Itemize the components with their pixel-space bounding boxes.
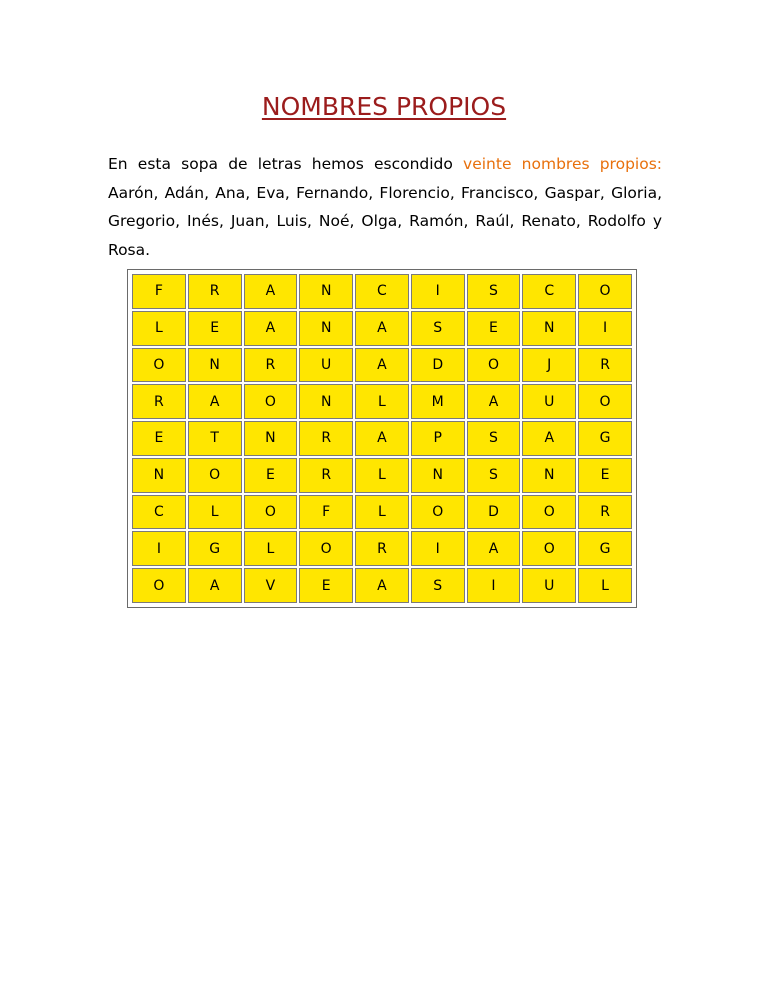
grid-cell: O [132, 348, 186, 383]
grid-cell: O [578, 384, 632, 419]
grid-cell: L [355, 495, 409, 530]
grid-cell: R [132, 384, 186, 419]
grid-cell: U [299, 348, 353, 383]
grid-cell: D [411, 348, 465, 383]
grid-cell: G [188, 531, 242, 566]
grid-cell: C [355, 274, 409, 309]
grid-cell: O [188, 458, 242, 493]
grid-cell: G [578, 421, 632, 456]
grid-cell: F [299, 495, 353, 530]
grid-row [132, 274, 632, 309]
grid-cell: O [132, 568, 186, 603]
grid-cell: N [522, 311, 576, 346]
grid-cell: P [411, 421, 465, 456]
grid-cell: E [299, 568, 353, 603]
grid-cell: N [299, 311, 353, 346]
grid-cell: L [188, 495, 242, 530]
grid-row [132, 311, 632, 346]
grid-cell: O [522, 531, 576, 566]
grid-cell: S [411, 311, 465, 346]
grid-cell: N [299, 274, 353, 309]
grid-cell: N [244, 421, 298, 456]
grid-cell: U [522, 384, 576, 419]
grid-cell: L [355, 458, 409, 493]
grid-cell: L [132, 311, 186, 346]
grid-cell: E [244, 458, 298, 493]
grid-cell: G [578, 531, 632, 566]
grid-cell: S [467, 421, 521, 456]
grid-cell: O [299, 531, 353, 566]
intro-paragraph [108, 150, 662, 264]
grid-cell: A [188, 384, 242, 419]
grid-cell: I [132, 531, 186, 566]
grid-cell: R [578, 495, 632, 530]
grid-cell: L [355, 384, 409, 419]
grid-cell: E [132, 421, 186, 456]
grid-cell: E [578, 458, 632, 493]
grid-cell: F [132, 274, 186, 309]
grid-cell: U [522, 568, 576, 603]
grid-cell: O [467, 348, 521, 383]
grid-cell: O [244, 384, 298, 419]
grid-cell: N [299, 384, 353, 419]
grid-cell: A [355, 311, 409, 346]
grid-cell: A [188, 568, 242, 603]
grid-cell: A [355, 421, 409, 456]
intro-name-list: Aarón, Adán, Ana, Eva, Fernando, Florencio, Francisco, Gaspar, Gloria, Gregorio, Inés, Juan, Luis, Noé, Olga, Ramón, Raúl, Renato, Rodolfo y Rosa. [108, 183, 662, 259]
grid-cell: O [411, 495, 465, 530]
grid-cell: S [467, 274, 521, 309]
grid-cell: I [467, 568, 521, 603]
grid-cell: V [244, 568, 298, 603]
grid-row [132, 495, 632, 530]
grid-cell: M [411, 384, 465, 419]
grid-cell: A [244, 311, 298, 346]
grid-cell: A [355, 568, 409, 603]
word-search-body [132, 274, 632, 603]
intro-text-start: En esta sopa de letras hemos escondido [108, 155, 464, 173]
grid-cell: O [578, 274, 632, 309]
grid-cell: A [522, 421, 576, 456]
grid-cell: L [244, 531, 298, 566]
grid-row [132, 531, 632, 566]
word-search-grid [130, 272, 634, 605]
grid-cell: I [578, 311, 632, 346]
grid-cell: C [132, 495, 186, 530]
grid-cell: D [467, 495, 521, 530]
grid-row [132, 384, 632, 419]
grid-cell: S [411, 568, 465, 603]
grid-cell: A [244, 274, 298, 309]
grid-cell: A [355, 348, 409, 383]
page-title: NOMBRES PROPIOS [261, 92, 507, 121]
grid-cell: I [411, 531, 465, 566]
grid-cell: N [411, 458, 465, 493]
grid-row [132, 348, 632, 383]
word-search-frame [127, 269, 637, 608]
grid-cell: N [132, 458, 186, 493]
grid-cell: E [467, 311, 521, 346]
grid-cell: A [467, 384, 521, 419]
grid-row [132, 421, 632, 456]
grid-cell: S [467, 458, 521, 493]
grid-row [132, 568, 632, 603]
grid-cell: L [578, 568, 632, 603]
grid-cell: O [244, 495, 298, 530]
grid-cell: I [411, 274, 465, 309]
grid-cell: O [522, 495, 576, 530]
grid-cell: R [355, 531, 409, 566]
grid-cell: N [522, 458, 576, 493]
grid-cell: J [522, 348, 576, 383]
grid-cell: A [467, 531, 521, 566]
grid-cell: R [299, 421, 353, 456]
grid-cell: C [522, 274, 576, 309]
intro-highlight: veinte nombres propios: [463, 155, 663, 173]
grid-cell: R [578, 348, 632, 383]
grid-cell: R [244, 348, 298, 383]
grid-cell: T [188, 421, 242, 456]
grid-row [132, 458, 632, 493]
grid-cell: R [299, 458, 353, 493]
grid-cell: R [188, 274, 242, 309]
grid-cell: E [188, 311, 242, 346]
grid-cell: N [188, 348, 242, 383]
